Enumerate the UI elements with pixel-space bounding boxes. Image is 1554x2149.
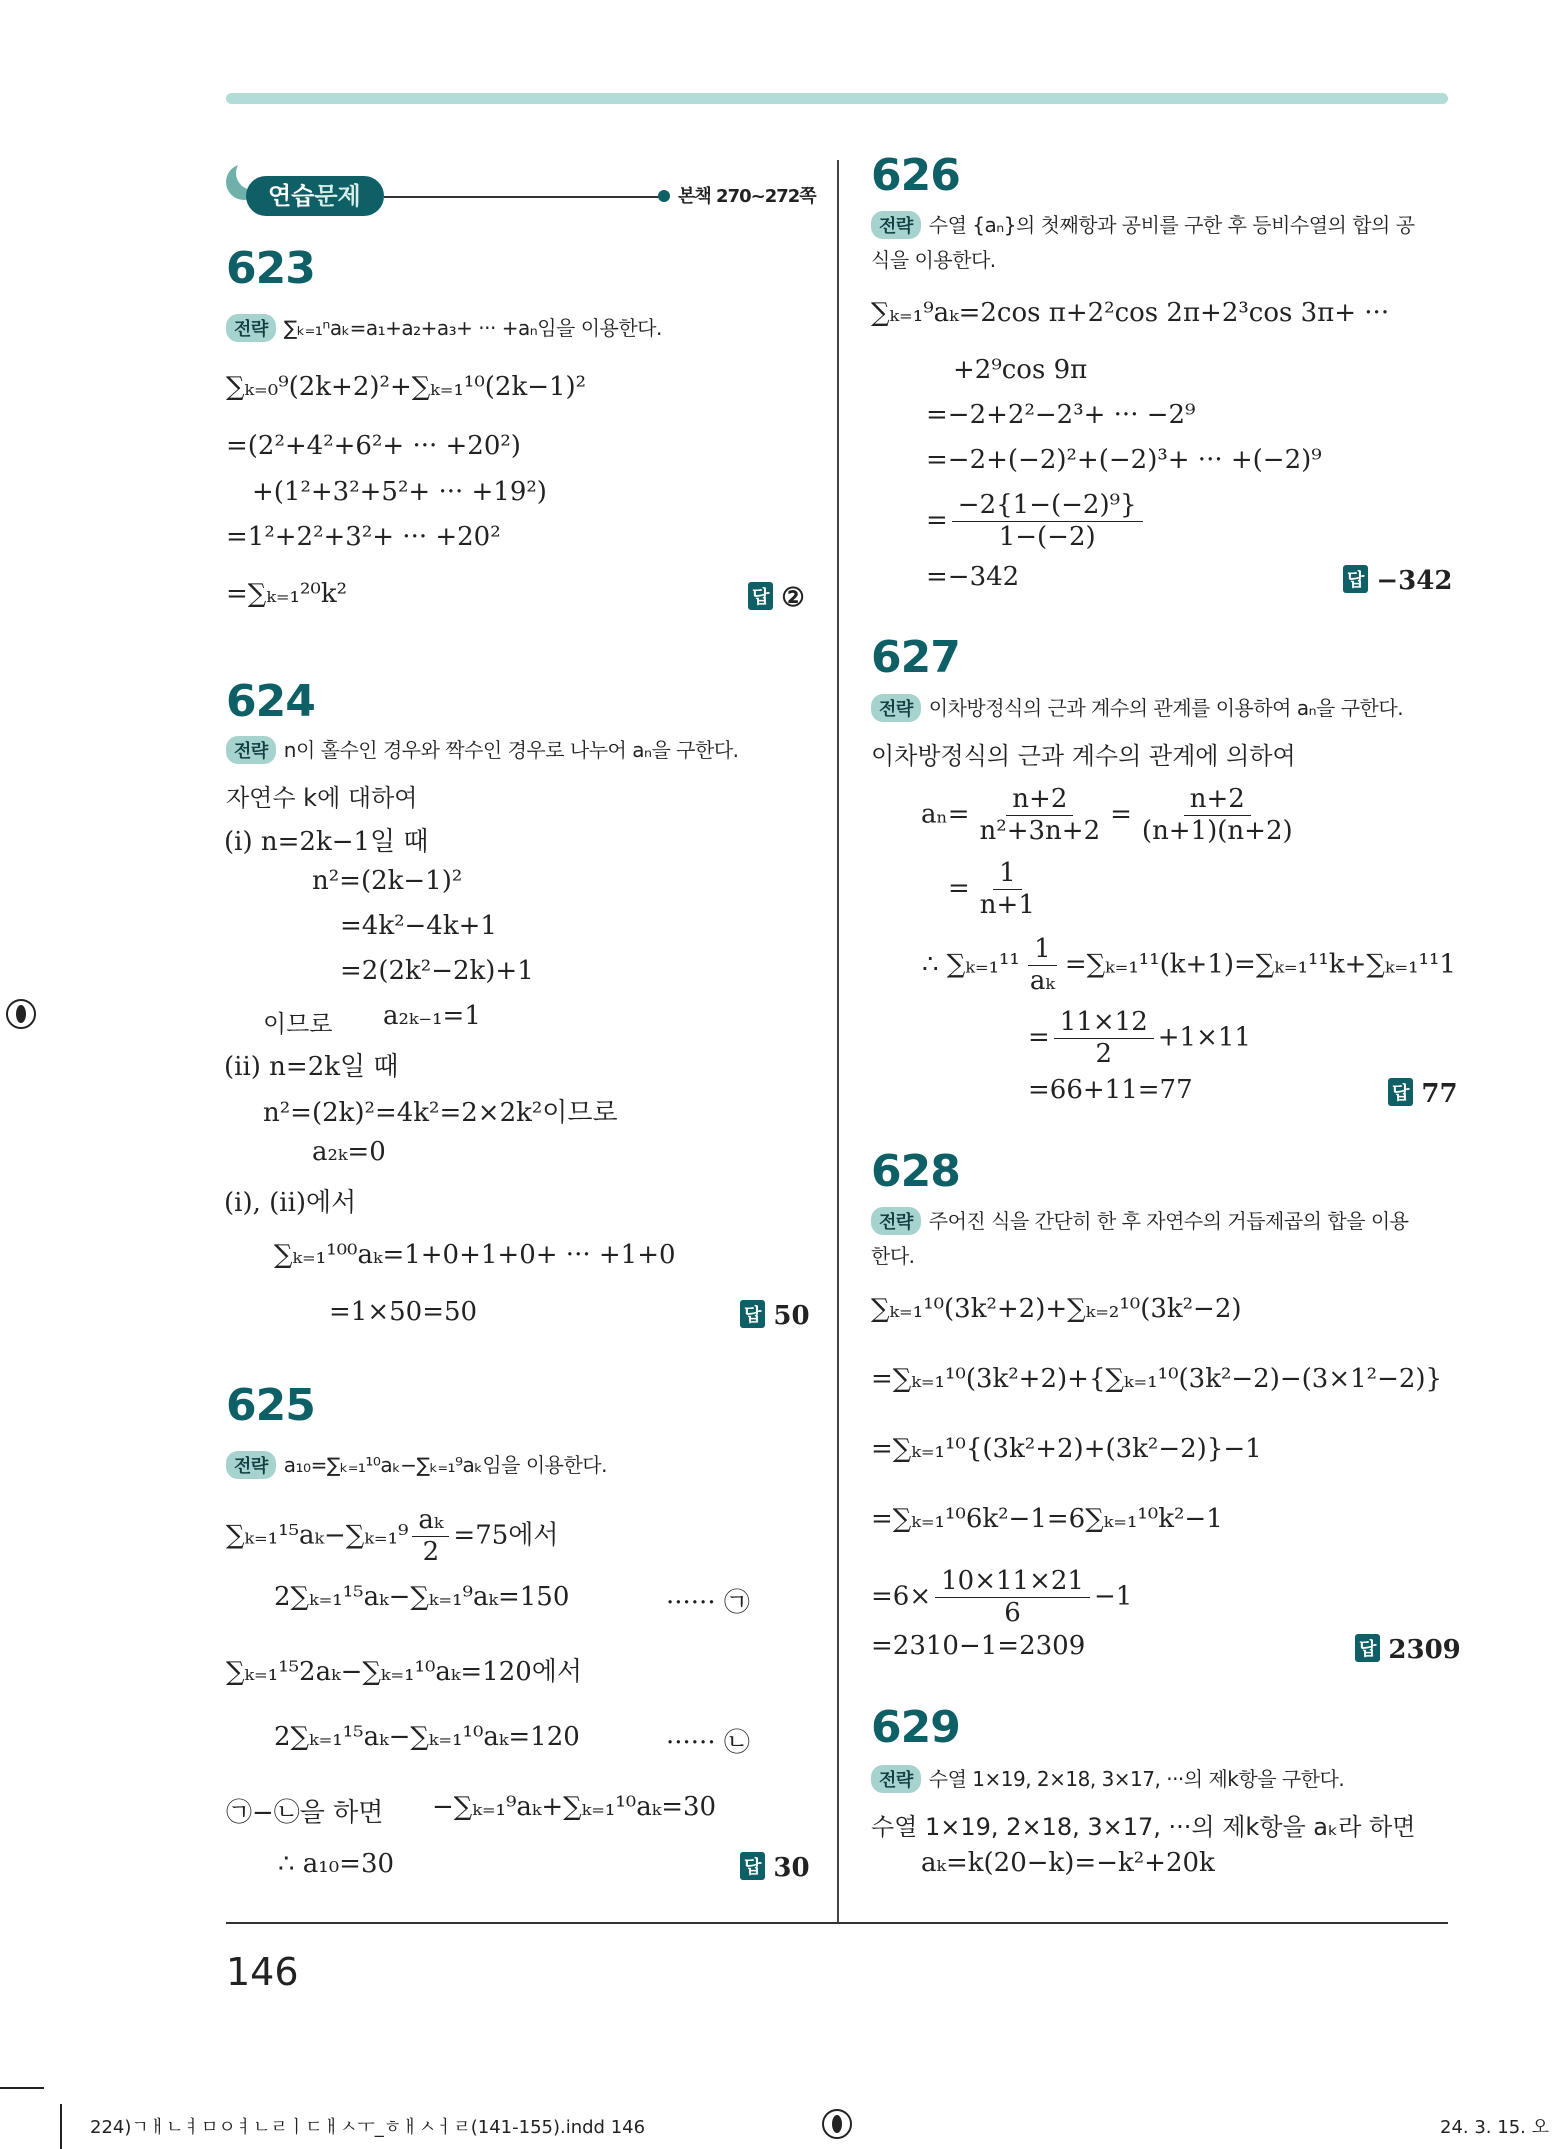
strategy-text: n이 홀수인 경우와 짝수인 경우로 나누어 aₙ을 구한다. <box>283 738 739 762</box>
strategy-text: a₁₀=∑ₖ₌₁¹⁰aₖ−∑ₖ₌₁⁹aₖ임을 이용한다. <box>283 1453 607 1477</box>
text-line: 자연수 k에 대하여 <box>226 784 418 812</box>
crop-mark <box>0 2087 44 2089</box>
strategy <box>226 1449 607 1479</box>
strategy-badge: 전략 <box>871 211 921 239</box>
fraction <box>974 784 1107 847</box>
strategy-badge: 전략 <box>871 1207 921 1235</box>
problem-number: 626 <box>871 150 960 201</box>
math-line: =(2²+4²+6²+ ··· +20²) <box>226 431 521 461</box>
bullet-icon <box>658 190 670 202</box>
strategy-text: ∑ₖ₌₁ⁿaₖ=a₁+a₂+a₃+ ··· +aₙ임을 이용한다. <box>283 316 662 340</box>
strategy-text: 수열 1×19, 2×18, 3×17, ···의 제k항을 구한다. <box>928 1767 1345 1791</box>
strategy-text-cont: 식을 이용한다. <box>871 248 996 272</box>
math-line: =4k²−4k+1 <box>340 911 497 941</box>
math-line: ㉠−㉡을 하면 <box>226 1798 384 1828</box>
numerator: aₖ <box>412 1505 449 1537</box>
math-line: a₂ₖ₋₁=1 <box>383 1001 481 1031</box>
strategy <box>871 1205 1409 1235</box>
strategy-text-cont: 한다. <box>871 1244 915 1268</box>
answer-badge: 답 <box>740 1300 765 1328</box>
problem-number: 629 <box>871 1702 960 1753</box>
math-line: +2⁹cos 9π <box>953 355 1088 385</box>
answer-value: 30 <box>773 1853 810 1883</box>
answer-badge: 답 <box>1388 1078 1413 1106</box>
math-line: =66+11=77 <box>1028 1075 1193 1105</box>
math-line: n²=(2k−1)² <box>312 866 463 896</box>
equation-label: ······ ㉠ <box>666 1588 750 1618</box>
strategy-badge: 전략 <box>871 694 921 722</box>
math-line <box>948 858 1045 921</box>
math-line <box>871 1566 1132 1629</box>
math-line: =∑ₖ₌₁¹⁰(3k²+2)+{∑ₖ₌₁¹⁰(3k²−2)−(3×1²−2)} <box>871 1364 1443 1394</box>
math-part: −1 <box>1093 1581 1133 1612</box>
math-line: 2∑ₖ₌₁¹⁵aₖ−∑ₖ₌₁¹⁰aₖ=120 <box>274 1722 580 1752</box>
numerator: 1 <box>993 858 1022 890</box>
numerator: n+2 <box>1184 784 1251 816</box>
strategy-badge: 전략 <box>226 736 276 764</box>
answer-badge: 답 <box>1343 565 1368 593</box>
problem-number: 628 <box>871 1146 960 1197</box>
math-line: ∑ₖ₌₁¹⁰(3k²+2)+∑ₖ₌₂¹⁰(3k²−2) <box>871 1294 1242 1324</box>
math-line: =∑ₖ₌₁¹⁰6k²−1=6∑ₖ₌₁¹⁰k²−1 <box>871 1504 1223 1534</box>
strategy <box>871 1763 1344 1793</box>
strategy-text: 주어진 식을 간단히 한 후 자연수의 거듭제곱의 합을 이용 <box>928 1209 1409 1233</box>
denominator: 1−(−2) <box>998 522 1096 553</box>
footer-date: 24. 3. 15. 오 <box>1440 2117 1549 2138</box>
math-line: =−2+2²−2³+ ··· −2⁹ <box>926 400 1196 430</box>
denominator: n²+3n+2 <box>979 816 1101 847</box>
math-line: ∑ₖ₌₁¹⁵2aₖ−∑ₖ₌₁¹⁰aₖ=120에서 <box>226 1657 583 1687</box>
badge-light-text: 연습 <box>268 182 315 210</box>
math-part: =75에서 <box>453 1520 559 1551</box>
math-part: = <box>1028 1022 1050 1053</box>
problem-number: 627 <box>871 632 960 683</box>
answer-value: 77 <box>1421 1079 1458 1109</box>
math-line: n²=(2k)²=4k²=2×2k²이므로 <box>263 1098 618 1128</box>
registration-mark-icon <box>6 999 36 1029</box>
text-line: 수열 1×19, 2×18, 3×17, ···의 제k항을 aₖ라 하면 <box>871 1813 1416 1841</box>
math-line: 2∑ₖ₌₁¹⁵aₖ−∑ₖ₌₁⁹aₖ=150 <box>274 1582 570 1612</box>
math-line <box>926 490 1147 553</box>
strategy <box>226 734 738 764</box>
math-part: =6× <box>871 1581 932 1612</box>
equation-label: ······ ㉡ <box>666 1728 750 1758</box>
denominator: aₖ <box>1029 966 1055 997</box>
math-line: aₖ=k(20−k)=−k²+20k <box>921 1848 1215 1878</box>
math-part: ∑ₖ₌₁¹⁵aₖ−∑ₖ₌₁⁹ <box>226 1520 409 1551</box>
fraction <box>974 858 1041 921</box>
math-line: ∑ₖ₌₀⁹(2k+2)²+∑ₖ₌₁¹⁰(2k−1)² <box>226 372 587 402</box>
math-part: ∴ ∑ₖ₌₁¹¹ <box>922 949 1020 980</box>
math-line: (i) n=2k−1일 때 <box>224 827 429 857</box>
answer-badge: 답 <box>740 1852 765 1880</box>
math-part: = <box>948 873 970 904</box>
problem-number: 624 <box>226 676 315 727</box>
answer <box>740 1300 810 1331</box>
math-line: =−342 <box>926 562 1020 592</box>
math-line <box>226 1505 559 1568</box>
math-line: −∑ₖ₌₁⁹aₖ+∑ₖ₌₁¹⁰aₖ=30 <box>432 1792 717 1822</box>
denominator: 2 <box>422 1537 440 1568</box>
math-line: +(1²+3²+5²+ ··· +19²) <box>252 477 547 507</box>
math-line <box>921 784 1303 847</box>
strategy-badge: 전략 <box>226 1451 276 1479</box>
denominator: 6 <box>1004 1598 1021 1629</box>
math-line: a₂ₖ=0 <box>312 1137 386 1167</box>
column-divider <box>837 160 839 1922</box>
numerator: 10×11×21 <box>935 1566 1090 1598</box>
numerator: 1 <box>1028 934 1057 966</box>
top-color-bar <box>226 93 1448 104</box>
answer-value: 2309 <box>1388 1635 1461 1665</box>
badge-bold-text: 문제 <box>314 182 361 210</box>
answer <box>1388 1078 1458 1109</box>
math-line: =∑ₖ₌₁¹⁰{(3k²+2)+(3k²−2)}−1 <box>871 1434 1262 1464</box>
strategy-badge: 전략 <box>871 1765 921 1793</box>
math-line: ∑ₖ₌₁¹⁰⁰aₖ=1+0+1+0+ ··· +1+0 <box>274 1240 676 1270</box>
answer-value: ② <box>781 583 805 613</box>
denominator: n+1 <box>979 890 1035 921</box>
math-part: +1×11 <box>1157 1022 1251 1053</box>
fraction <box>935 1566 1090 1629</box>
answer <box>748 582 805 613</box>
problem-number: 623 <box>226 243 315 294</box>
numerator: n+2 <box>1006 784 1073 816</box>
numerator: 11×12 <box>1054 1007 1154 1039</box>
math-line: (i), (ii)에서 <box>224 1188 357 1218</box>
denominator: (n+1)(n+2) <box>1141 816 1293 847</box>
strategy-badge: 전략 <box>226 314 276 342</box>
fraction <box>952 490 1143 553</box>
fraction <box>1024 934 1061 997</box>
strategy <box>871 692 1403 722</box>
math-line <box>1028 1007 1251 1070</box>
math-line: =2310−1=2309 <box>871 1631 1086 1661</box>
math-part: =∑ₖ₌₁¹¹(k+1)=∑ₖ₌₁¹¹k+∑ₖ₌₁¹¹1 <box>1064 949 1456 980</box>
text-line: 이므로 <box>263 1010 333 1038</box>
answer-badge: 답 <box>748 582 773 610</box>
page-number: 146 <box>226 1950 299 1994</box>
math-line: ∴ a₁₀=30 <box>278 1849 395 1879</box>
header-line <box>384 196 660 198</box>
math-line: =∑ₖ₌₁²⁰k² <box>226 579 347 609</box>
math-part: = <box>926 505 948 536</box>
section-badge <box>246 176 384 216</box>
answer-value: 50 <box>773 1301 810 1331</box>
fraction <box>412 1505 449 1568</box>
answer-value: −342 <box>1376 566 1453 596</box>
math-line: =−2+(−2)²+(−2)³+ ··· +(−2)⁹ <box>926 445 1322 475</box>
math-line: (ii) n=2k일 때 <box>224 1052 399 1082</box>
answer <box>740 1852 810 1883</box>
crop-mark <box>60 2104 62 2149</box>
denominator: 2 <box>1095 1039 1113 1070</box>
problem-number: 625 <box>226 1380 315 1431</box>
answer-badge: 답 <box>1355 1634 1380 1662</box>
strategy-text: 이차방정식의 근과 계수의 관계를 이용하여 aₙ을 구한다. <box>928 696 1404 720</box>
answer <box>1343 565 1452 596</box>
math-part: aₙ= <box>921 799 970 830</box>
math-line: =1²+2²+3²+ ··· +20² <box>226 522 501 552</box>
math-line <box>922 934 1456 997</box>
fraction <box>1136 784 1299 847</box>
math-part: = <box>1110 799 1132 830</box>
strategy-text: 수열 {aₙ}의 첫째항과 공비를 구한 후 등비수열의 합의 공 <box>928 213 1415 237</box>
answer <box>1355 1634 1461 1665</box>
strategy <box>871 209 1415 239</box>
textbook-reference: 본책 270~272쪽 <box>678 186 816 207</box>
numerator: −2{1−(−2)⁹} <box>952 490 1143 522</box>
bottom-rule <box>226 1922 1448 1924</box>
math-line: =2(2k²−2k)+1 <box>340 956 534 986</box>
fraction <box>1054 1007 1154 1070</box>
strategy <box>226 312 662 342</box>
registration-mark-icon <box>822 2109 852 2139</box>
footer-filename: 224)ㄱㅐㄴㅕㅁㅇㅕㄴㄹㅣㄷㅐㅅㅜ_ㅎㅐㅅㅓㄹ(141-155).indd 146 <box>90 2117 646 2138</box>
math-line: =1×50=50 <box>329 1297 478 1327</box>
math-line: ∑ₖ₌₁⁹aₖ=2cos π+2²cos 2π+2³cos 3π+ ··· <box>871 298 1390 328</box>
text-line: 이차방정식의 근과 계수의 관계에 의하여 <box>871 742 1296 770</box>
